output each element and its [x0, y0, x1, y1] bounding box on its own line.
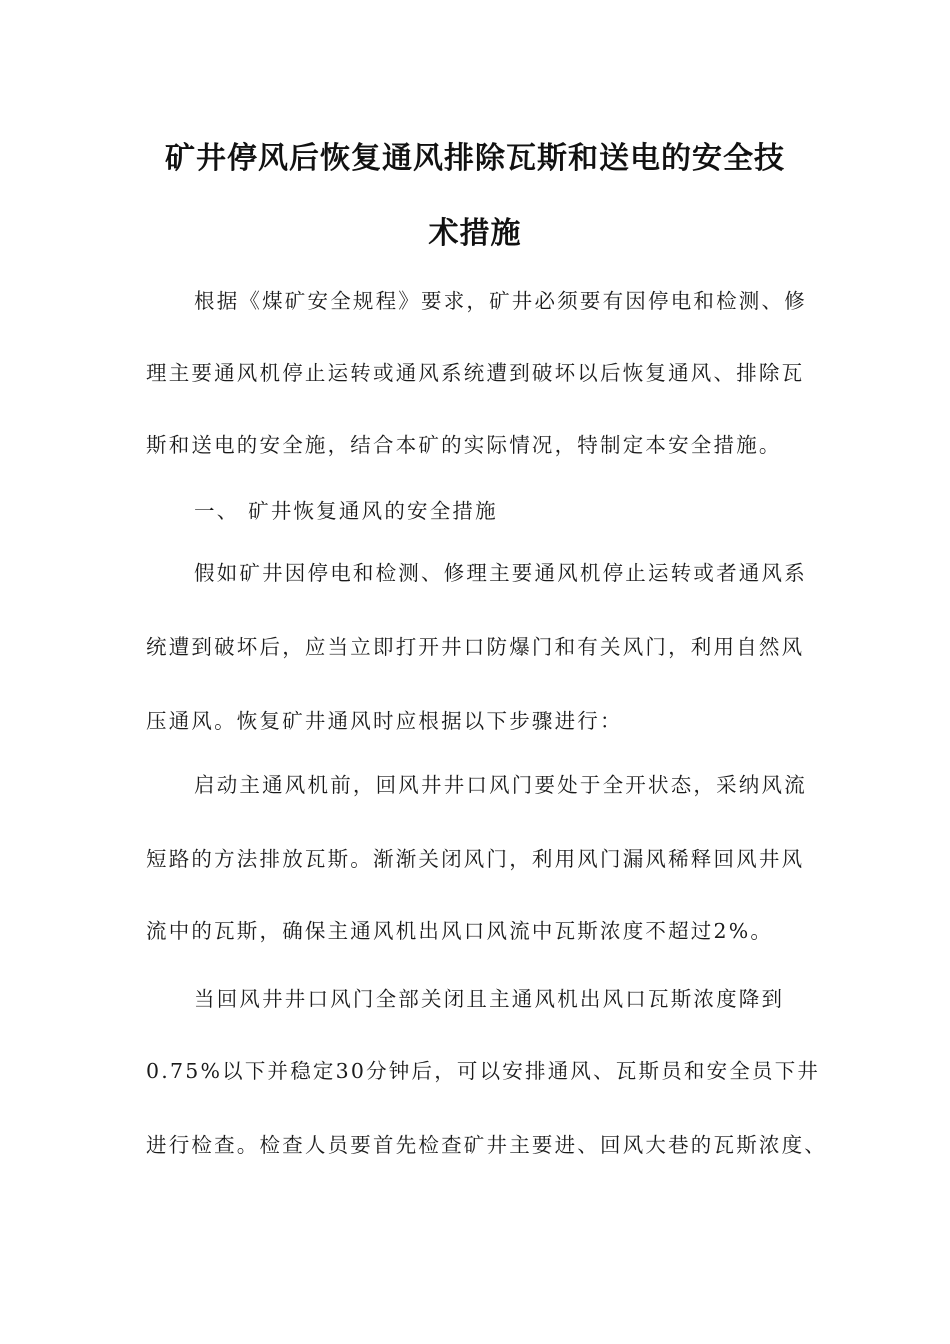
document-title-line-2: 术措施 — [428, 216, 522, 251]
paragraph-4-line-3: 进行检查。检查人员要首先检查矿井主要进、回风大巷的瓦斯浓度、 — [146, 1133, 827, 1157]
section-heading-1: 一、 矿井恢复通风的安全措施 — [194, 499, 498, 523]
paragraph-2-line-3: 压通风。恢复矿井通风时应根据以下步骤进行： — [146, 709, 623, 733]
document-title-line-1: 矿井停风后恢复通风排除瓦斯和送电的安全技 — [165, 141, 785, 176]
paragraph-3-line-2: 短路的方法排放瓦斯。渐渐关闭风门，利用风门漏风稀释回风井风 — [146, 847, 805, 871]
paragraph-3-line-1: 启动主通风机前，回风井井口风门要处于全开状态，采纳风流 — [194, 773, 807, 797]
paragraph-3-line-3: 流中的瓦斯，确保主通风机出风口风流中瓦斯浓度不超过2%。 — [146, 919, 774, 943]
paragraph-2-line-2: 统遭到破坏后，应当立即打开井口防爆门和有关风门，利用自然风 — [146, 635, 805, 659]
paragraph-1-line-1: 根据《煤矿安全规程》要求，矿井必须要有因停电和检测、修 — [194, 289, 807, 313]
paragraph-1-line-2: 理主要通风机停止运转或通风系统遭到破坏以后恢复通风、排除瓦 — [146, 361, 805, 385]
paragraph-4-line-2: 0.75%以下并稳定30分钟后，可以安排通风、瓦斯员和安全员下井 — [146, 1059, 821, 1083]
paragraph-4-line-1: 当回风井井口风门全部关闭且主通风机出风口瓦斯浓度降到 — [194, 987, 785, 1011]
paragraph-2-line-1: 假如矿井因停电和检测、修理主要通风机停止运转或者通风系 — [194, 561, 807, 585]
paragraph-1-line-3: 斯和送电的安全施，结合本矿的实际情况，特制定本安全措施。 — [146, 433, 782, 457]
